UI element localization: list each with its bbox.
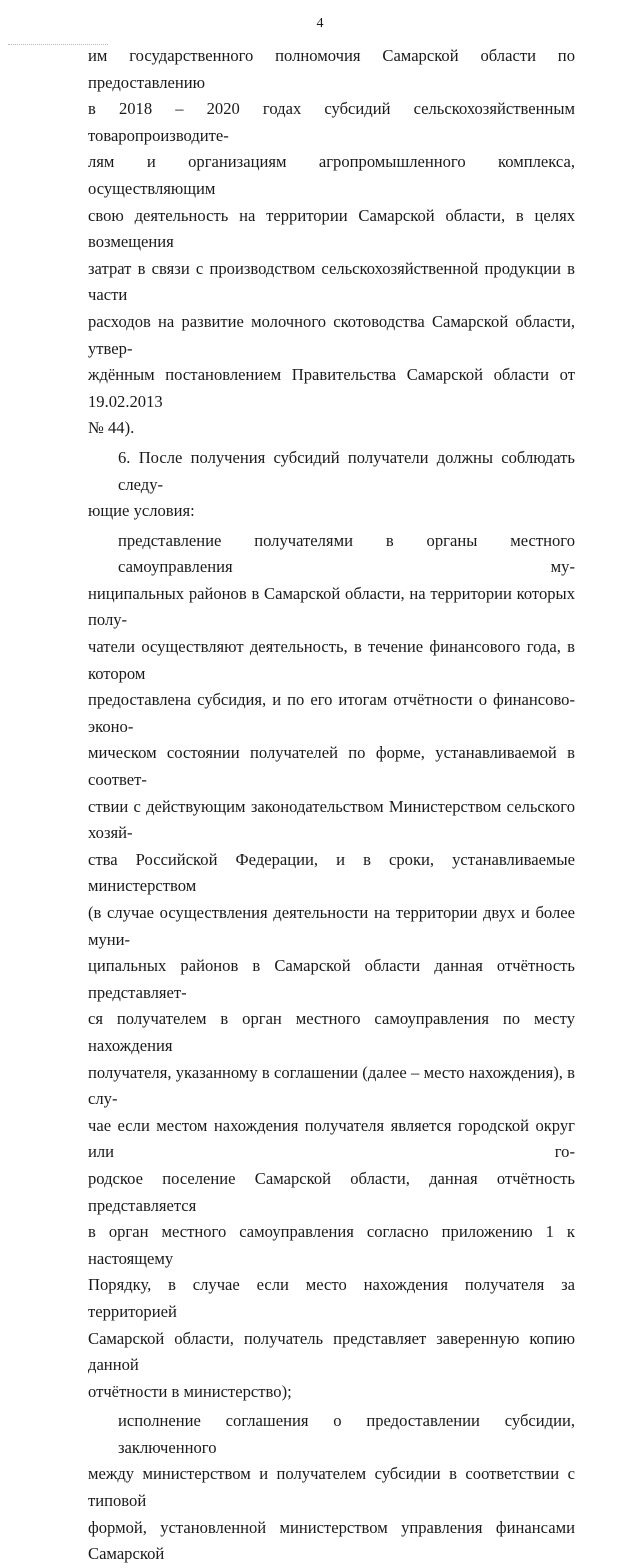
text-line: ства Российской Федерации, и в сроки, устанавливаемые министерством: [88, 849, 575, 896]
text-line: Самарской области, получатель представляет заверенную копию данной: [88, 1328, 575, 1375]
text-line: в 2018 – 2020 годах субсидий сельскохозяйственным товаропроизводите-: [88, 99, 575, 145]
text-line: свою деятельность на территории Самарской области, в целях возмещения: [88, 205, 575, 252]
text-line: им государственного полномочия Самарской области по предоставлению: [88, 46, 575, 92]
text-line: между министерством и получателем субсидии в соответствии с типовой: [88, 1464, 575, 1511]
text-line: № 44).: [88, 418, 135, 438]
page-number: 4: [316, 16, 324, 31]
text-line: мическом состоянии получателей по форме, устанавливаемой в соответ-: [88, 743, 575, 790]
text-line: затрат в связи с производством сельскохозяйственной продукции в части: [88, 258, 575, 305]
text-line: ствии с действующим законодательством Министерством сельского хозяй-: [88, 796, 575, 843]
paragraph-reporting-condition: [88, 528, 575, 1406]
text-line: 6. После получения субсидий получатели должны соблюдать следу-: [118, 447, 575, 494]
text-line: ципальных районов в Самарской области данная отчётность представляет-: [88, 956, 575, 1002]
text-line: чае если местом нахождения получателя является городской округ или го-: [88, 1115, 575, 1162]
text-line: ющие условия:: [88, 501, 195, 521]
text-line: родское поселение Самарской области, данная отчётность представляется: [88, 1168, 575, 1215]
text-line: исполнение соглашения о предоставлении субсидии, заключенного: [118, 1411, 575, 1457]
text-line: представление получателями в органы местного самоуправления му-: [118, 530, 575, 577]
paragraph-item-6: [88, 445, 575, 525]
text-line: предоставлена субсидия, и по его итогам отчётности о финансово-эконо-: [88, 690, 575, 736]
text-line: (в случае осуществления деятельности на территории двух и более муни-: [88, 903, 575, 949]
paragraph-continuation: [88, 43, 575, 442]
text-line: чатели осуществляют деятельность, в течение финансового года, в котором: [88, 637, 575, 683]
text-line: лям и организациям агропромышленного комплекса, осуществляющим: [88, 152, 575, 198]
paragraph-agreement-condition: [88, 1408, 575, 1568]
text-line: в орган местного самоуправления согласно приложению 1 к настоящему: [88, 1222, 575, 1268]
text-line: отчётности в министерство);: [88, 1381, 292, 1401]
text-line: ся получателем в орган местного самоуправления по месту нахождения: [88, 1009, 575, 1055]
text-line: ниципальных районов в Самарской области, на территории которых полу-: [88, 583, 575, 630]
text-line: получателя, указанному в соглашении (далее – место нахождения), в слу-: [88, 1062, 575, 1109]
text-line: Порядку, в случае если место нахождения получателя за территорией: [88, 1275, 575, 1321]
text-line: формой, установленной министерством управления финансами Самарской: [88, 1517, 575, 1564]
text-line: расходов на развитие молочного скотоводства Самарской области, утвер-: [88, 311, 575, 358]
document-body: [88, 43, 575, 1568]
text-line: ждённым постановлением Правительства Самарской области от 19.02.2013: [88, 365, 575, 411]
